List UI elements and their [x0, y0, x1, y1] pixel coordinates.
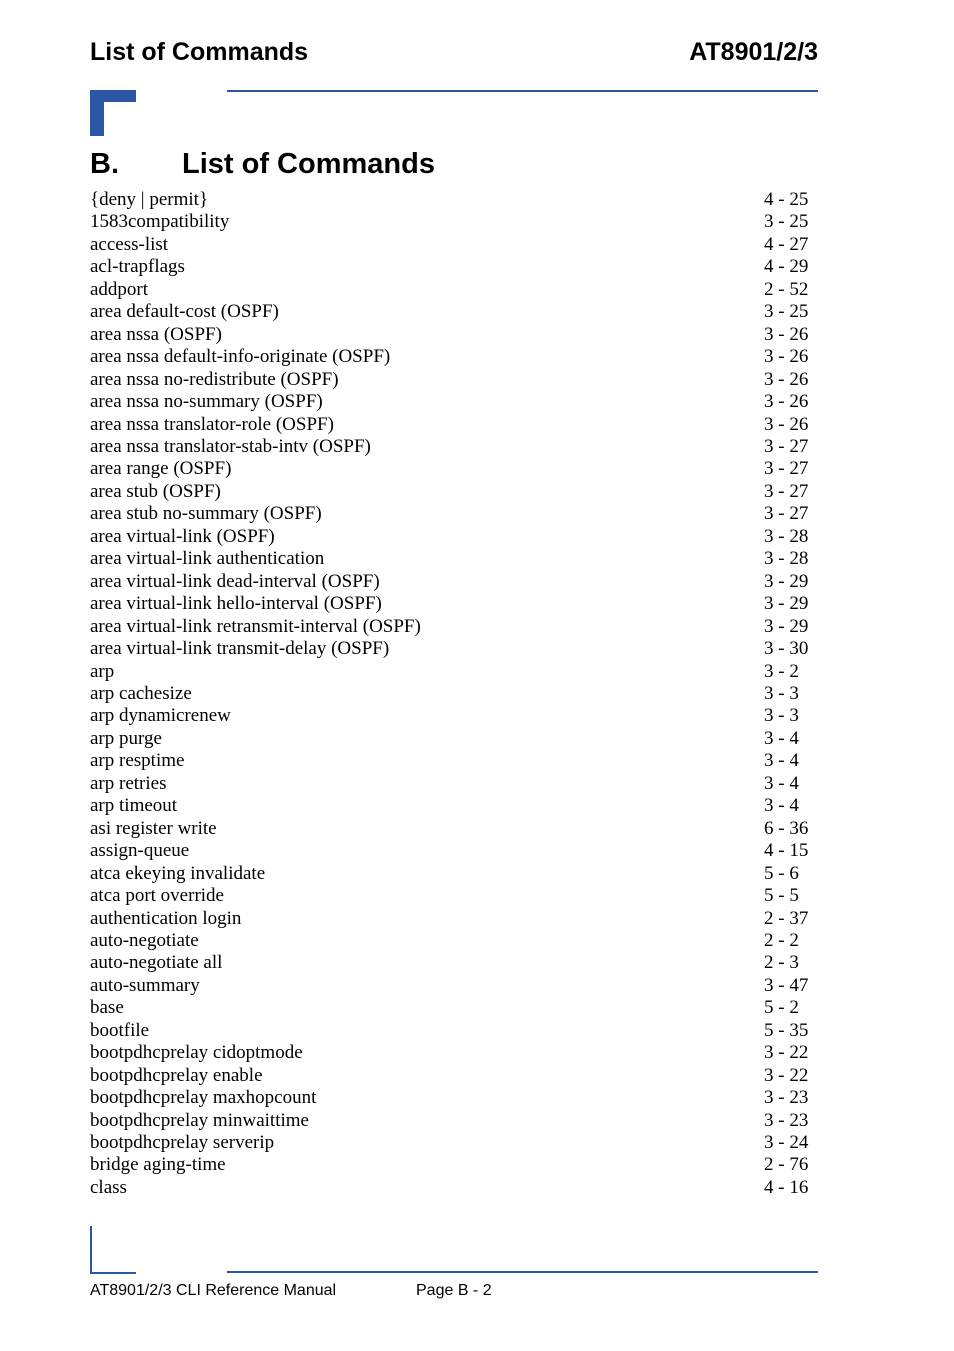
index-entry	[90, 1087, 810, 1109]
index-entry	[90, 840, 810, 862]
index-entry	[90, 661, 810, 683]
page-reference: 3 - 25	[764, 301, 809, 323]
index-entry	[90, 975, 810, 997]
index-entry	[90, 705, 810, 727]
page-reference: 3 - 27	[764, 480, 809, 502]
footer-manual-title: AT8901/2/3 CLI Reference Manual	[90, 1282, 337, 1299]
command-name: area default-cost (OSPF)	[90, 301, 279, 323]
corner-bracket-top	[90, 90, 136, 136]
footer-rule	[227, 1271, 818, 1273]
command-name: area virtual-link dead-interval (OSPF)	[90, 570, 380, 592]
index-entry	[90, 548, 810, 570]
page-reference: 3 - 26	[764, 413, 809, 435]
page-reference: 4 - 25	[764, 189, 809, 210]
index-entry	[90, 436, 810, 458]
command-name: assign-queue	[90, 840, 190, 862]
page-reference: 2 - 37	[764, 907, 809, 929]
page-reference: 4 - 15	[764, 840, 809, 862]
command-name: area nssa translator-role (OSPF)	[90, 413, 334, 435]
page-reference: 3 - 28	[764, 525, 809, 547]
command-name: arp timeout	[90, 795, 178, 817]
page-reference: 3 - 23	[764, 1109, 809, 1131]
index-entry	[90, 571, 810, 593]
command-name: atca ekeying invalidate	[90, 862, 266, 884]
page-reference: 3 - 3	[764, 705, 799, 727]
index-entry	[90, 369, 810, 391]
page-reference: 3 - 4	[764, 772, 799, 794]
page-reference: 3 - 23	[764, 1087, 809, 1109]
page-reference: 3 - 4	[764, 727, 799, 749]
command-name: area nssa no-redistribute (OSPF)	[90, 368, 339, 390]
page-reference: 3 - 47	[764, 974, 809, 996]
index-entry	[90, 458, 810, 480]
index-entry	[90, 1042, 810, 1064]
index-entry	[90, 863, 810, 885]
page-reference: 3 - 22	[764, 1064, 809, 1086]
running-header-title: List of Commands	[90, 38, 309, 66]
command-name: area nssa default-info-originate (OSPF)	[90, 346, 391, 368]
page-reference: 4 - 27	[764, 233, 809, 255]
chapter-heading	[90, 148, 435, 181]
index-entry	[90, 1020, 810, 1042]
index-entry	[90, 481, 810, 503]
command-name: authentication login	[90, 907, 242, 929]
page-reference: 2 - 76	[764, 1154, 809, 1176]
page-reference: 3 - 25	[764, 211, 809, 233]
page-reference: 3 - 26	[764, 346, 809, 368]
page-reference: 3 - 4	[764, 750, 799, 772]
index-entry	[90, 234, 810, 256]
index-entry	[90, 952, 810, 974]
page-reference: 5 - 5	[764, 885, 799, 907]
command-name: area virtual-link transmit-delay (OSPF)	[90, 638, 390, 660]
index-entry	[90, 324, 810, 346]
index-entry	[90, 189, 810, 211]
page-reference: 3 - 4	[764, 795, 799, 817]
index-entry	[90, 503, 810, 525]
command-name: area nssa (OSPF)	[90, 323, 222, 345]
command-name: arp dynamicrenew	[90, 705, 231, 727]
command-name: area nssa no-summary (OSPF)	[90, 391, 323, 413]
index-entry	[90, 773, 810, 795]
command-name: bootpdhcprelay minwaittime	[90, 1109, 309, 1131]
command-name: area virtual-link authentication	[90, 548, 325, 570]
index-entry	[90, 1177, 810, 1199]
page-reference: 4 - 16	[764, 1176, 809, 1198]
index-entry	[90, 795, 810, 817]
command-name: access-list	[90, 233, 169, 255]
page-reference: 3 - 27	[764, 435, 809, 457]
header-rule	[227, 90, 818, 92]
page-reference: 3 - 29	[764, 593, 809, 615]
page-reference: 3 - 26	[764, 391, 809, 413]
command-name: bootpdhcprelay maxhopcount	[90, 1087, 317, 1109]
command-name: class	[90, 1176, 127, 1198]
command-name: bootpdhcprelay enable	[90, 1064, 263, 1086]
page-reference: 3 - 30	[764, 638, 809, 660]
index-entry	[90, 301, 810, 323]
command-name: arp resptime	[90, 750, 185, 772]
page-reference: 3 - 29	[764, 615, 809, 637]
command-name: area stub no-summary (OSPF)	[90, 503, 322, 525]
page-reference: 2 - 52	[764, 278, 809, 300]
index-entry	[90, 818, 810, 840]
index-entry	[90, 750, 810, 772]
command-name: bootfile	[90, 1019, 150, 1041]
running-header-product: AT8901/2/3	[689, 38, 818, 66]
page-reference: 3 - 28	[764, 548, 809, 570]
page-reference: 2 - 2	[764, 929, 799, 951]
command-index-list	[90, 189, 810, 1199]
page-reference: 6 - 36	[764, 817, 809, 839]
index-entry	[90, 616, 810, 638]
index-entry	[90, 638, 810, 660]
corner-bracket-bottom	[90, 1226, 136, 1274]
command-name: auto-summary	[90, 974, 200, 996]
command-name: atca port override	[90, 885, 224, 907]
index-entry	[90, 211, 810, 233]
command-name: area virtual-link (OSPF)	[90, 525, 275, 547]
index-entry	[90, 1154, 810, 1176]
page-reference: 5 - 2	[764, 997, 799, 1019]
page-reference: 3 - 22	[764, 1042, 809, 1064]
command-name: {deny | permit}	[90, 189, 209, 210]
page-reference: 2 - 3	[764, 952, 799, 974]
command-name: area nssa translator-stab-intv (OSPF)	[90, 435, 371, 457]
page-reference: 3 - 26	[764, 323, 809, 345]
index-entry	[90, 1132, 810, 1154]
index-entry	[90, 908, 810, 930]
index-entry	[90, 391, 810, 413]
command-name: area stub (OSPF)	[90, 480, 221, 502]
command-name: area virtual-link hello-interval (OSPF)	[90, 593, 382, 615]
page-reference: 3 - 3	[764, 682, 799, 704]
command-name: bootpdhcprelay cidoptmode	[90, 1042, 303, 1064]
command-name: acl-trapflags	[90, 256, 185, 278]
command-name: auto-negotiate all	[90, 952, 223, 974]
command-name: auto-negotiate	[90, 929, 199, 951]
command-name: arp retries	[90, 772, 167, 794]
page-reference: 3 - 26	[764, 368, 809, 390]
index-entry	[90, 346, 810, 368]
index-entry	[90, 414, 810, 436]
command-name: area virtual-link retransmit-interval (OSPF)	[90, 615, 421, 637]
index-entry	[90, 930, 810, 952]
index-entry	[90, 256, 810, 278]
command-name: area range (OSPF)	[90, 458, 232, 480]
footer-page-number: Page B - 2	[416, 1282, 492, 1299]
command-name: bridge aging-time	[90, 1154, 226, 1176]
page-reference: 3 - 29	[764, 570, 809, 592]
command-name: base	[90, 997, 124, 1019]
index-entry	[90, 1065, 810, 1087]
command-name: arp	[90, 660, 115, 682]
page-reference: 3 - 27	[764, 503, 809, 525]
command-name: arp purge	[90, 727, 162, 749]
command-name: asi register write	[90, 817, 217, 839]
command-name: arp cachesize	[90, 682, 192, 704]
index-entry	[90, 526, 810, 548]
index-entry	[90, 279, 810, 301]
index-entry	[90, 593, 810, 615]
command-name: bootpdhcprelay serverip	[90, 1132, 275, 1154]
index-entry	[90, 683, 810, 705]
command-name: 1583compatibility	[90, 211, 230, 233]
page-reference: 5 - 35	[764, 1019, 809, 1041]
command-name: addport	[90, 278, 149, 300]
page-reference: 4 - 29	[764, 256, 809, 278]
index-entry	[90, 1110, 810, 1132]
index-entry	[90, 885, 810, 907]
page-reference: 5 - 6	[764, 862, 799, 884]
page-reference: 3 - 2	[764, 660, 799, 682]
index-entry	[90, 728, 810, 750]
index-entry	[90, 997, 810, 1019]
page-reference: 3 - 24	[764, 1132, 809, 1154]
page-reference: 3 - 27	[764, 458, 809, 480]
chapter-title: List of Commands	[182, 148, 435, 180]
chapter-number: B.	[90, 148, 119, 180]
